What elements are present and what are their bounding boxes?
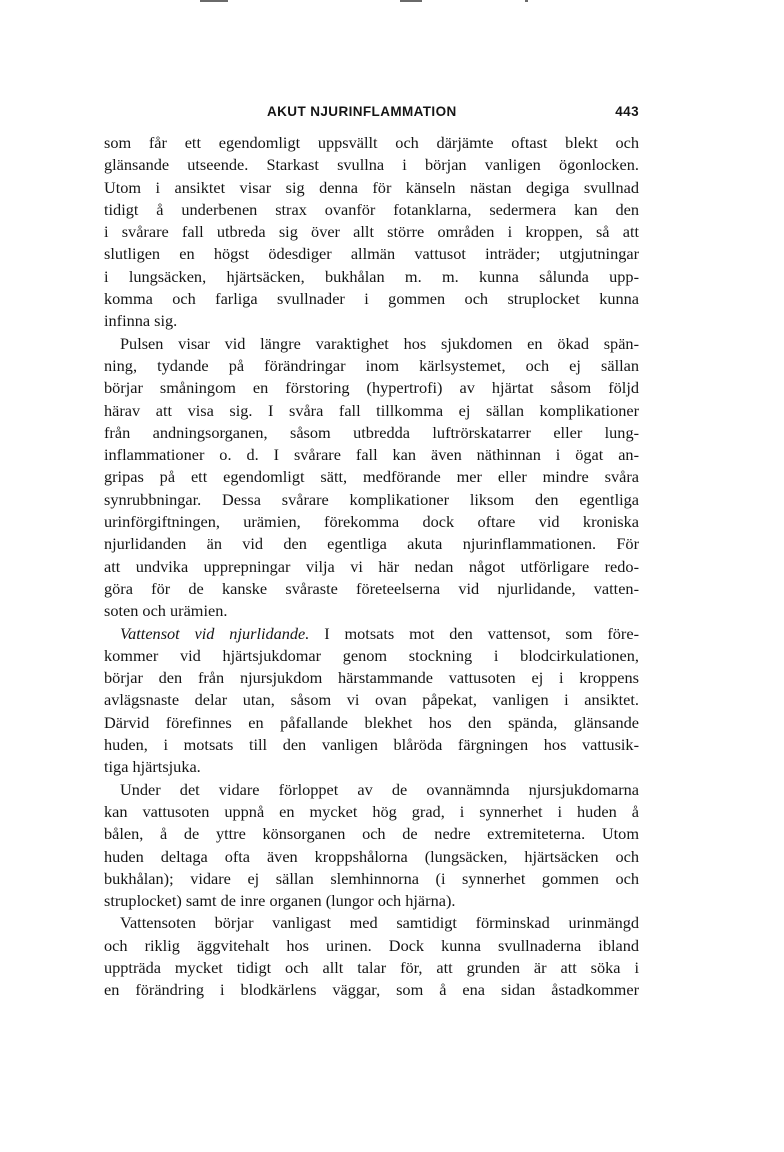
text-line: härav att visa sig. I svåra fall tillkomma ej sällan komplikationer <box>104 400 639 420</box>
text-line: bålen, å de yttre könsorganen och de nedre extremiteterna. Utom <box>104 824 639 844</box>
text-line: och riklig äggvitehalt hos urinen. Dock kunna svullnaderna ibland <box>104 935 639 955</box>
text-line: börjar småningom en förstoring (hypertrofi) av hjärtat såsom följd <box>104 378 639 398</box>
text-line: slutligen en högst ödesdiger allmän vattusot inträder; utgjutningar <box>104 244 639 264</box>
scan-edge-mark <box>525 0 528 2</box>
running-head <box>104 104 639 126</box>
text-line: kan vattusoten uppnå en mycket hög grad, i synnerhet i huden å <box>104 801 639 821</box>
text-line: Pulsen visar vid längre varaktighet hos sjukdomen en ökad spän- <box>120 333 639 353</box>
text-line: glänsande utseende. Starkast svullna i början vanligen ögonlocken. <box>104 155 639 175</box>
paragraph-4 <box>104 779 639 913</box>
text-line: uppträda mycket tidigt och allt talar för, att grunden är att söka i <box>104 957 639 977</box>
text-line: i svårare fall utbreda sig över allt större områden i kroppen, så att <box>104 222 639 242</box>
text-line: ning, tydande på förändringar inom kärlsystemet, och ej sällan <box>104 355 639 375</box>
paragraph-3 <box>104 623 639 779</box>
text-line: avlägsnaste delar utan, såsom vi ovan påpekat, vanligen i ansiktet. <box>104 690 639 710</box>
running-title: AKUT NJURINFLAMMATION <box>267 104 457 119</box>
text-line: från andningsorganen, såsom utbredda luftrörskatarrer eller lung- <box>104 422 639 442</box>
text-line-run: I motsats mot den vattensot, som före- <box>309 623 640 643</box>
scan-edge-mark <box>400 0 422 2</box>
text-line: Därvid förefinnes en påfallande blekhet hos den spända, glänsande <box>104 712 639 732</box>
text-line: som får ett egendomligt uppsvällt och därjämte oftast blekt och <box>104 133 639 152</box>
paragraph-5 <box>104 912 639 1001</box>
text-line <box>104 623 639 645</box>
text-line: synrubbningar. Dessa svårare komplikationer liksom den egentliga <box>104 489 639 509</box>
text-line: Vattensoten börjar vanligast med samtidigt förminskad urinmängd <box>120 913 639 933</box>
text-line: huden deltaga ofta även kroppshålorna (lungsäcken, hjärtsäcken och <box>104 846 639 866</box>
text-line: Under det vidare förloppet av de ovannämnda njursjukdomarna <box>120 779 639 799</box>
text-line: att undvika upprepningar vilja vi här nedan något utförligare redo- <box>104 556 639 576</box>
text-line: inflammationer o. d. I svårare fall kan även näthinnan i ögat an- <box>104 445 639 465</box>
text-line: tiga hjärtsjuka. <box>104 757 201 777</box>
text-line: huden, i motsats till den vanligen blåröda färgningen hos vattusik- <box>104 735 639 755</box>
book-page <box>104 104 639 1002</box>
text-line: urinförgiftningen, urämien, förekomma dock oftare vid kroniska <box>104 512 639 532</box>
page-number: 443 <box>615 104 639 119</box>
body-text <box>104 132 639 1002</box>
text-line: kommer vid hjärtsjukdomar genom stockning i blodcirkulationen, <box>104 645 639 665</box>
text-line: soten och urämien. <box>104 601 228 621</box>
text-line: Utom i ansiktet visar sig denna för känseln nästan degiga svullnad <box>104 177 639 197</box>
text-line: komma och farliga svullnader i gommen och struplocket kunna <box>104 289 639 309</box>
text-line: struplocket) samt de inre organen (lungor och hjärna). <box>104 891 456 911</box>
paragraph-1 <box>104 132 639 333</box>
text-line: göra för de kanske svåraste företeelserna vid njurlidande, vatten- <box>104 578 639 598</box>
text-line: tidigt å underbenen strax ovanför fotanklarna, sedermera kan den <box>104 199 639 219</box>
text-line: börjar den från njursjukdom härstammande vattusoten ej i kroppens <box>104 668 639 688</box>
text-line: en förändring i blodkärlens väggar, som å ena sidan åstadkommer <box>104 980 639 1000</box>
text-line: i lungsäcken, hjärtsäcken, bukhålan m. m. kunna sålunda upp- <box>104 266 639 286</box>
paragraph-2 <box>104 333 639 623</box>
scan-edge-mark <box>200 0 228 2</box>
text-line: infinna sig. <box>104 311 178 331</box>
text-line: bukhålan); vidare ej sällan slemhinnorna (i synnerhet gommen och <box>104 868 639 888</box>
text-line: gripas på ett egendomligt sätt, medförande mer eller mindre svåra <box>104 467 639 487</box>
section-run-in-heading: Vattensot vid njurlidande. <box>120 623 310 643</box>
text-line: njurlidanden än vid den egentliga akuta njurinflammationen. För <box>104 534 639 554</box>
